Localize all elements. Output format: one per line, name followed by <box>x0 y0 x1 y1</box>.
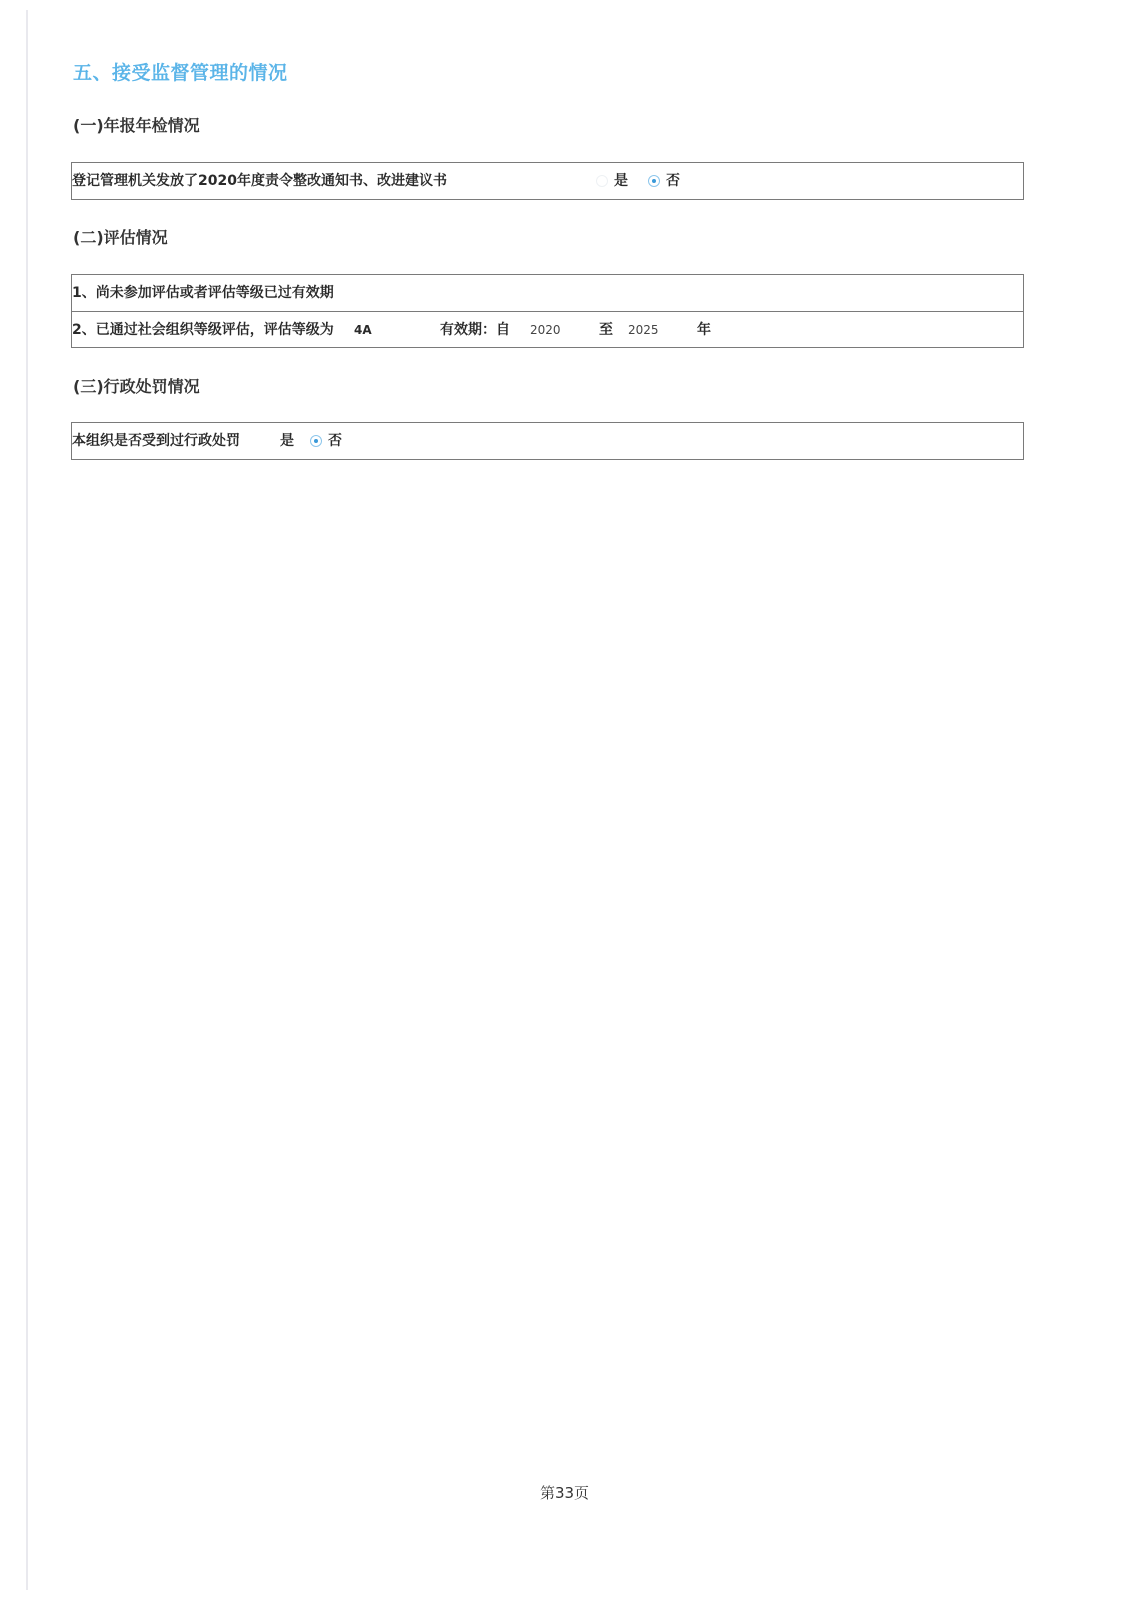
annual-inspection-row <box>72 163 1023 199</box>
admin-penalty-option-yes[interactable] <box>280 423 294 459</box>
section-title: 五、接受监督管理的情况 <box>73 62 288 84</box>
option-no-label: 否 <box>328 433 342 449</box>
evaluation-row-1 <box>72 275 1023 311</box>
admin-penalty-heading: (三)行政处罚情况 <box>73 377 200 396</box>
option-no-label: 否 <box>666 173 680 189</box>
annual-inspection-option-yes[interactable] <box>596 163 628 199</box>
evaluation-row-1-text: 1、尚未参加评估或者评估等级已过有效期 <box>72 285 334 301</box>
radio-unchecked-icon[interactable] <box>596 175 608 187</box>
annual-inspection-option-no[interactable] <box>648 163 680 199</box>
validity-year-suffix: 年 <box>697 322 711 338</box>
admin-penalty-question: 本组织是否受到过行政处罚 <box>72 433 240 449</box>
option-yes-label: 是 <box>280 433 294 449</box>
evaluation-row-2-label: 2、已通过社会组织等级评估，评估等级为 <box>72 322 334 338</box>
admin-penalty-table <box>71 422 1024 460</box>
radio-checked-icon[interactable] <box>310 435 322 447</box>
evaluation-row-2 <box>72 311 1023 347</box>
annual-inspection-heading: (一)年报年检情况 <box>73 116 200 135</box>
evaluation-heading: (二)评估情况 <box>73 228 168 247</box>
annual-inspection-question: 登记管理机关发放了2020年度责令整改通知书、改进建议书 <box>72 173 447 189</box>
radio-checked-icon[interactable] <box>648 175 660 187</box>
validity-to-label: 至 <box>599 322 613 338</box>
validity-label: 有效期：自 <box>440 322 510 338</box>
page-number: 第33页 <box>539 1484 590 1502</box>
page-edge-line <box>26 10 28 1590</box>
annual-inspection-table <box>71 162 1024 200</box>
admin-penalty-option-no[interactable] <box>310 423 342 459</box>
validity-from-year: 2020 <box>530 323 561 337</box>
option-yes-label: 是 <box>614 173 628 189</box>
evaluation-grade: 4A <box>354 323 372 337</box>
validity-to-year: 2025 <box>628 323 659 337</box>
evaluation-table <box>71 274 1024 348</box>
admin-penalty-row <box>72 423 1023 459</box>
